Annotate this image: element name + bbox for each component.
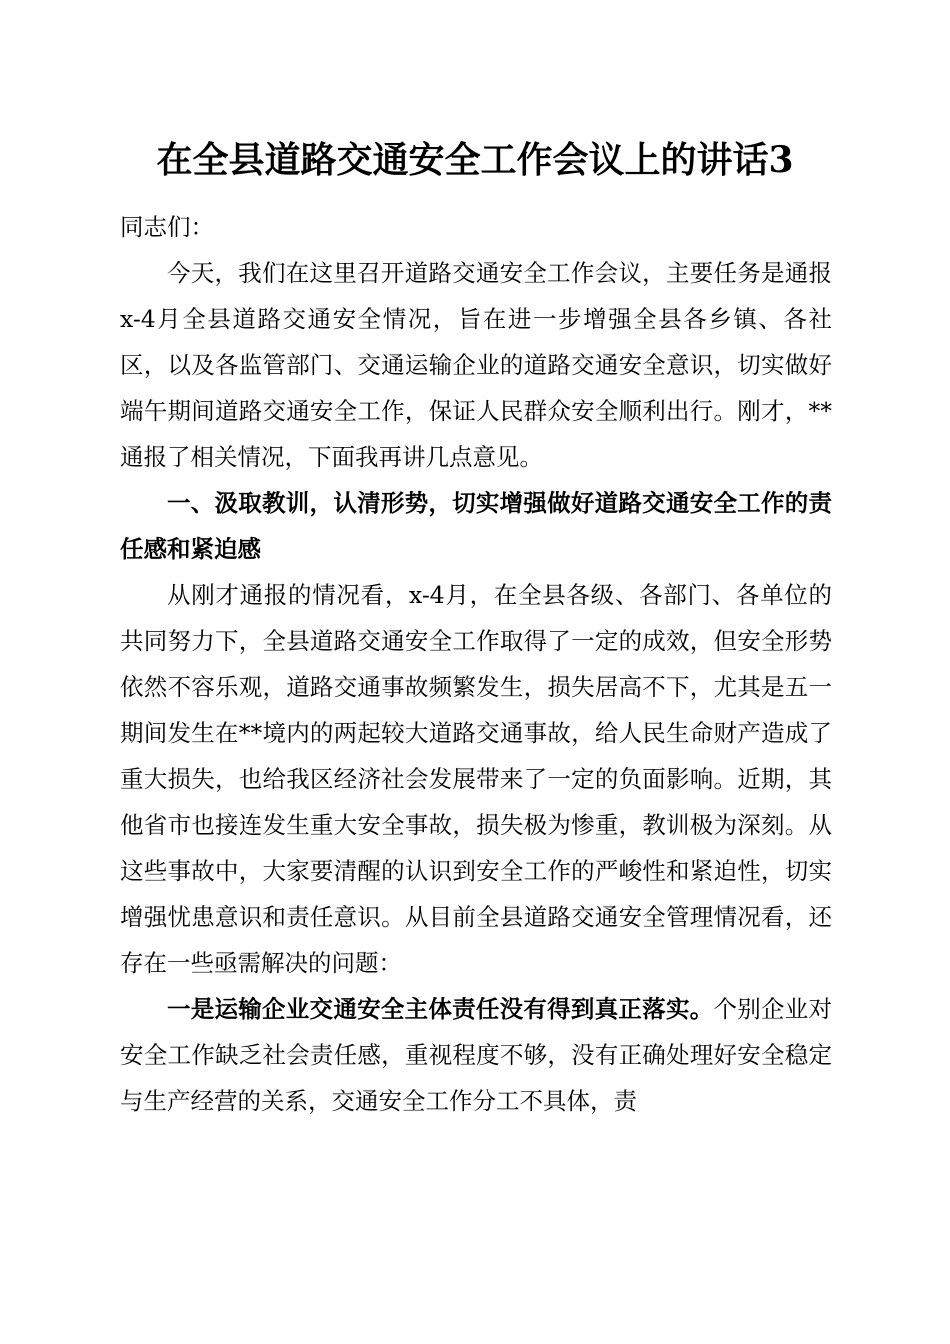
paragraph-opening: 今天，我们在这里召开道路交通安全工作会议，主要任务是通报x-4月全县道路交通安全情况，旨在进一步增强全县各乡镇、各社区，以及各监管部门、交通运输企业的道路交通安全意识，切实做好端午期间道路交通安全工作，保证人民群众安全顺利出行。刚才，**通报了相关情况，下面我再讲几点意见。 [120,259,832,471]
point-1-text: 个别企业对安全工作缺乏社会责任感，重视程度不够，没有正确处理好安全稳定与生产经营的关系，交通安全工作分工不具体，责 [120,995,833,1115]
document-body [120,204,832,1124]
point-1-lead: 一是运输企业交通安全主体责任没有得到真正落实。 [167,995,714,1023]
section-heading-1: 一、汲取教训，认清形势，切实增强做好道路交通安全工作的责任感和紧迫感 [120,489,832,563]
document-title: 在全县道路交通安全工作会议上的讲话3 [156,139,794,181]
paragraph-situation: 从刚才通报的情况看，x-4月，在全县各级、各部门、各单位的共同努力下，全县道路交通安全工作取得了一定的成效，但安全形势依然不容乐观，道路交通事故频繁发生，损失居高不下，尤其是五一期间发生在**境内的两起较大道路交通事故，给人民生命财产造成了重大损失，也给我区经济社会发展带来了一定的负面影响。近期，其他省市也接连发生重大安全事故，损失极为惨重，教训极为深刻。从这些事故中，大家要清醒的认识到安全工作的严峻性和紧迫性，切实增强忧患意识和责任意识。从目前全县道路交通安全管理情况看，还存在一些亟需解决的问题： [120,581,832,977]
paragraph-point-1 [120,986,832,1124]
salutation: 同志们： [120,213,214,241]
